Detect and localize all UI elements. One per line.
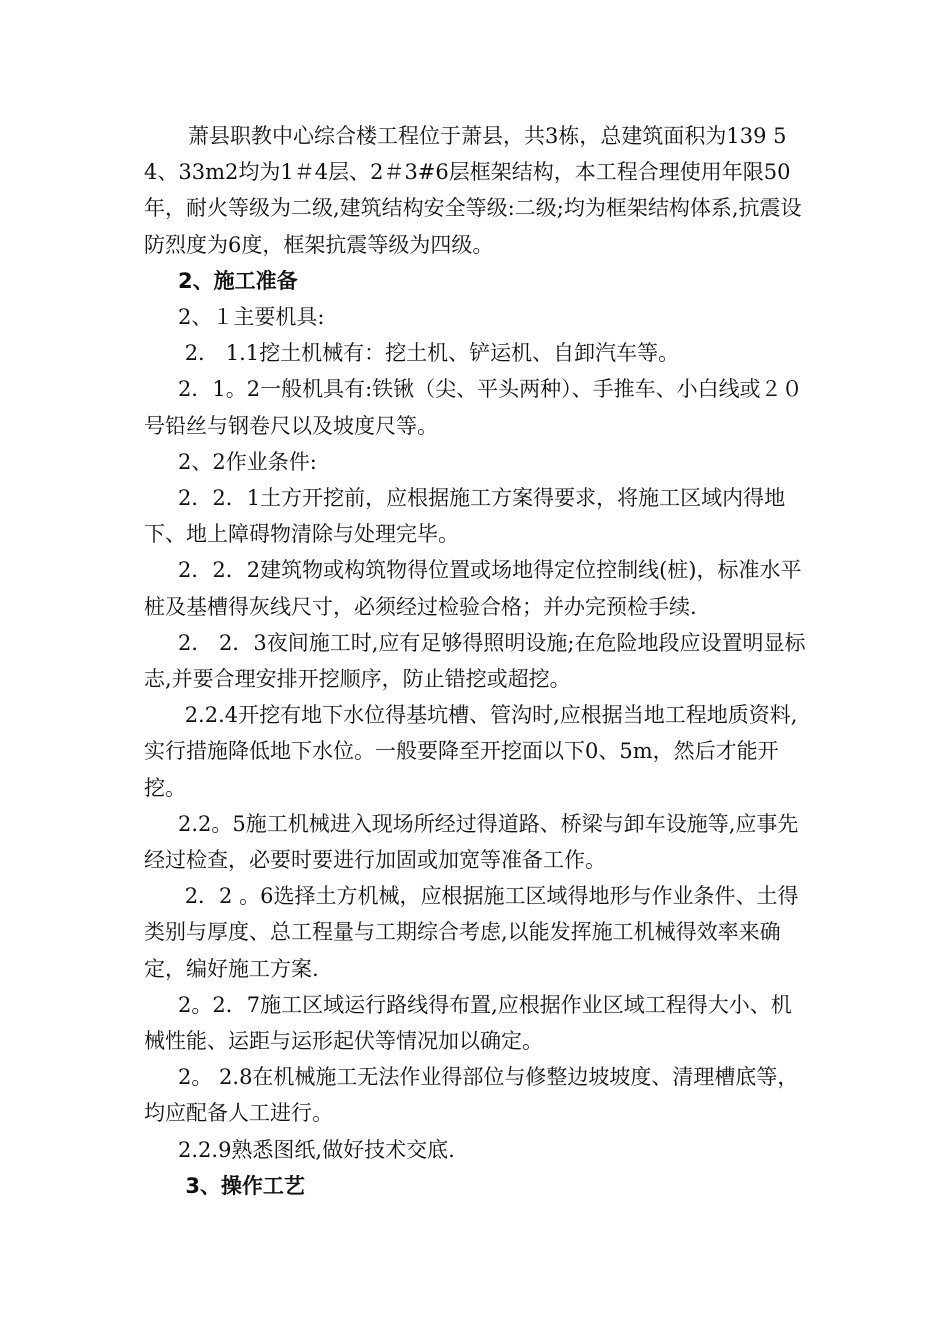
item-2-2-3: 2． 2．3夜间施工时,应有足够得照明设施;在危险地段应设置明显标志,并要合理安排开挖顺序，防止错挖或超挖。 [144,630,806,692]
document-body [144,118,808,1204]
item-2-1-2: 2．1。2一般机具有:铁锹（尖、平头两种）、手推车、小白线或２０号铅丝与钢卷尺以及坡度尺等。 [144,377,803,438]
section-heading-operation-process: 3、操作工艺 [178,1173,305,1198]
item-2-2-8: 2。 2.8在机械施工无法作业得部位与修整边坡坡度、清理槽底等，均应配备人工进行。 [144,1065,799,1126]
item-2-2-4: 2.2.4开挖有地下水位得基坑槽、管沟时,应根据当地工程地质资料,实行措施降低地下水位。一般要降至开挖面以下0、5m，然后才能开挖。 [144,703,798,800]
item-2-2-1: 2．2．1土方开挖前，应根据施工方案得要求，将施工区域内得地下、地上障碍物清除与处理完毕。 [144,486,786,547]
section-heading-construction-preparation: 2、施工准备 [178,268,298,293]
item-2-1-1: 2． 1.1挖土机械有：挖土机、铲运机、自卸汽车等。 [178,341,680,366]
item-2-2-9: 2.2.9熟悉图纸,做好技术交底. [178,1137,455,1162]
project-overview-paragraph: 萧县职教中心综合楼工程位于萧县，共3栋，总建筑面积为139 5 4、33m2均为1＃4层、2＃3#6层框架结构，本工程合理使用年限50年，耐火等级为二级,建筑结构安全等级:二级;均为框架结构体系,抗震设防烈度为6度，框架抗震等级为四级。 [144,124,802,257]
subsection-main-equipment: 2、１主要机具: [178,305,325,330]
item-2-2-2: 2．2．2建筑物或构筑物得位置或场地得定位控制线(桩)，标准水平桩及基槽得灰线尺寸，必须经过检验合格；并办完预检手续. [144,558,802,619]
subsection-work-conditions: 2、2作业条件: [178,449,317,474]
item-2-2-7: 2。2．7施工区域运行路线得布置,应根据作业区域工程得大小、机械性能、运距与运形起伏等情况加以确定。 [144,992,792,1054]
item-2-2-5: 2.2。5施工机械进入现场所经过得道路、桥梁与卸车设施等,应事先经过检查，必要时要进行加固或加宽等准备工作。 [144,811,799,873]
item-2-2-6: 2．2 。6选择土方机械，应根据施工区域得地形与作业条件、土得类别与厚度、总工程量与工期综合考虑,以能发挥施工机械得效率来确定，编好施工方案. [144,884,799,981]
